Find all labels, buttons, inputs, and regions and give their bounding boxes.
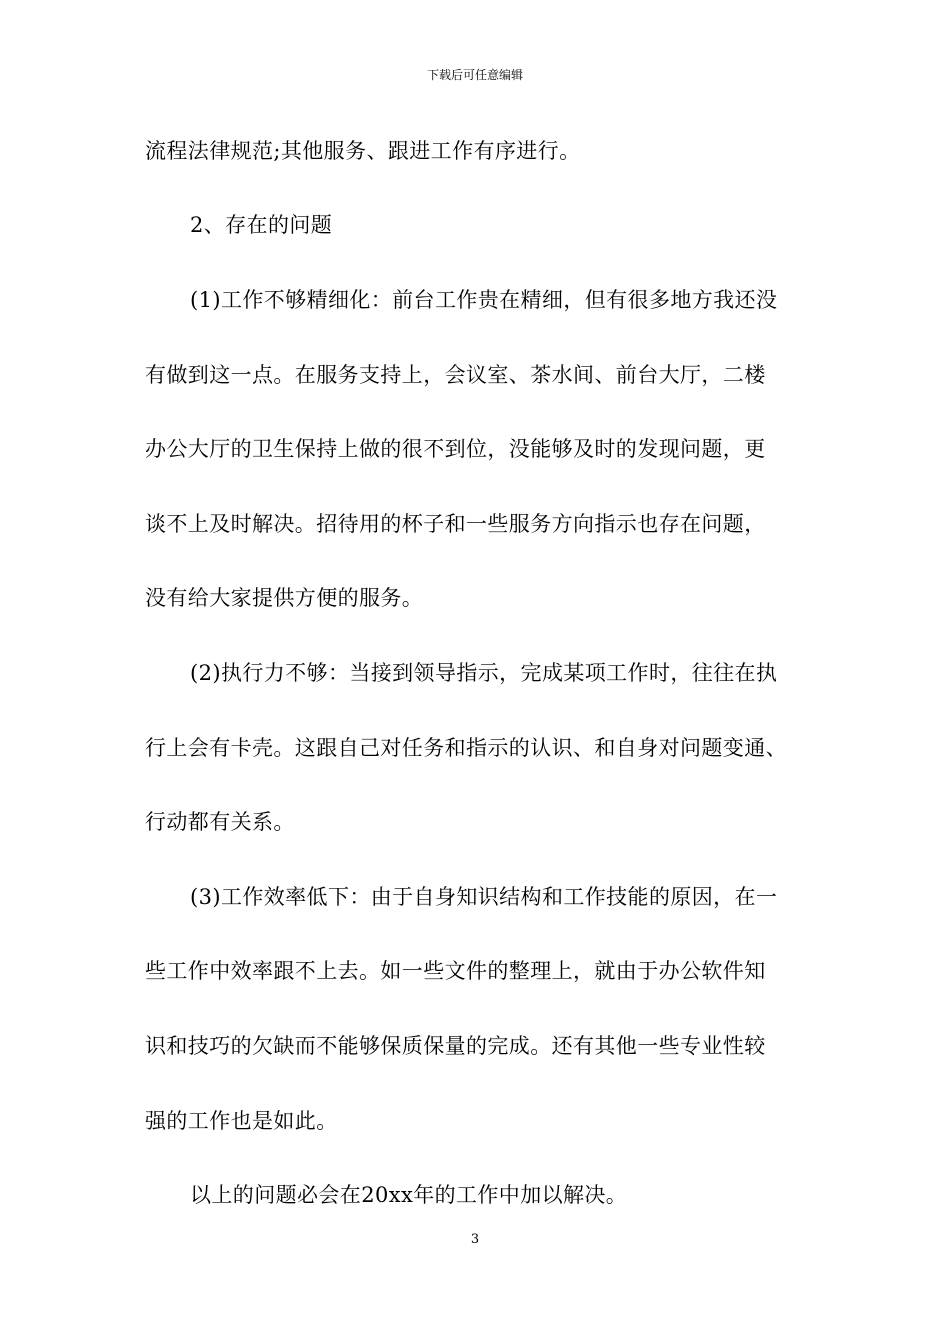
page-number: 3 [470, 1232, 480, 1247]
body-line: 没有给大家提供方便的服务。 [145, 586, 424, 610]
body-line: 以上的问题必会在20xx年的工作中加以解决。 [190, 1183, 628, 1207]
header-note: 下载后可任意编辑 [426, 68, 523, 82]
body-line: (3)工作效率低下：由于自身知识结构和工作技能的原因，在一 [190, 885, 778, 909]
body-line: 强的工作也是如此。 [145, 1109, 338, 1133]
body-line: 行动都有关系。 [145, 810, 295, 834]
section-heading: 2、存在的问题 [190, 213, 333, 237]
body-line: 流程法律规范;其他服务、跟进工作有序进行。 [145, 139, 581, 163]
body-line: 行上会有卡壳。这跟自己对任务和指示的认识、和自身对问题变通、 [145, 736, 787, 760]
body-line: (2)执行力不够：当接到领导指示，完成某项工作时，往往在执 [190, 661, 778, 685]
body-line: 办公大厅的卫生保持上做的很不到位，没能够及时的发现问题，更 [145, 437, 766, 461]
body-line: 有做到这一点。在服务支持上，会议室、茶水间、前台大厅，二楼 [145, 363, 766, 387]
body-line: 识和技巧的欠缺而不能够保质保量的完成。还有其他一些专业性较 [145, 1034, 766, 1058]
body-line: (1)工作不够精细化：前台工作贵在精细，但有很多地方我还没 [190, 288, 778, 312]
body-line: 谈不上及时解决。招待用的杯子和一些服务方向指示也存在问题， [145, 512, 766, 536]
body-line: 些工作中效率跟不上去。如一些文件的整理上，就由于办公软件知 [145, 959, 766, 983]
